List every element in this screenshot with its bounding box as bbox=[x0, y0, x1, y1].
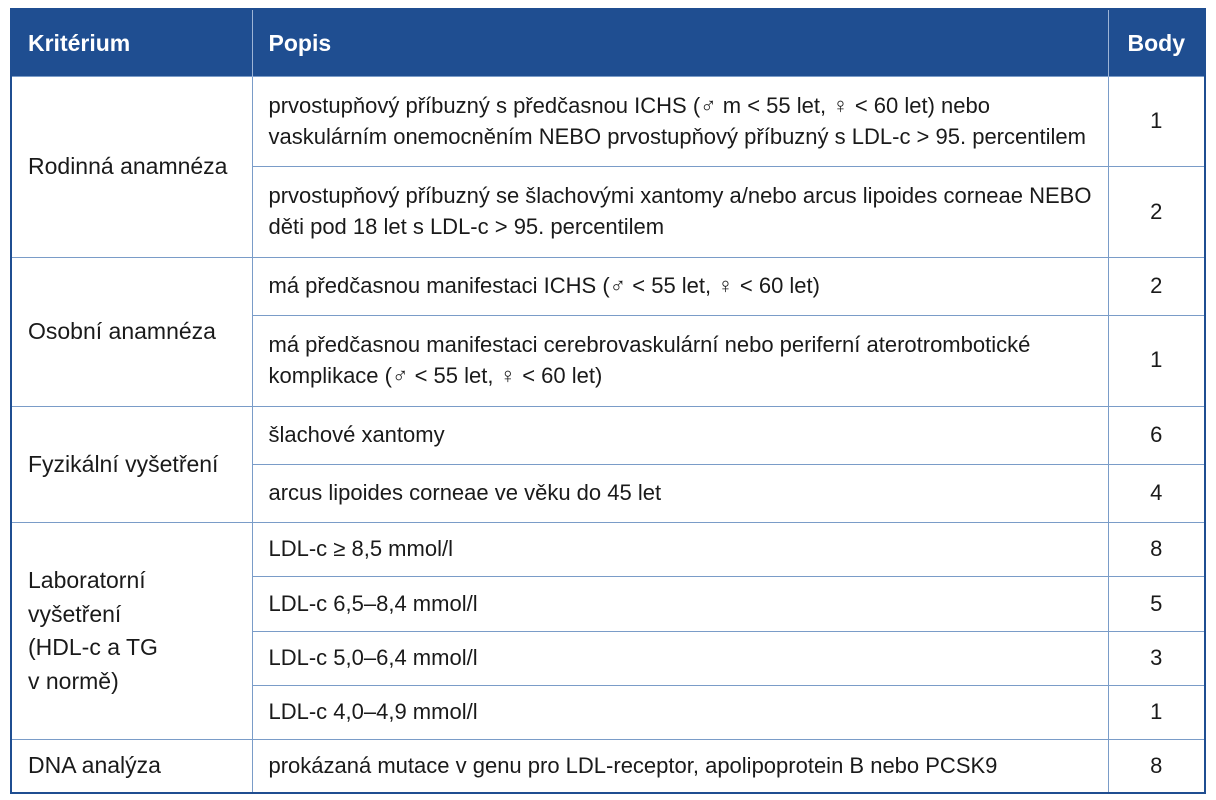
criterion-cell bbox=[12, 523, 252, 740]
table-row bbox=[12, 77, 1204, 167]
criterion-cell: Osobní anamnéza bbox=[12, 257, 252, 406]
header-row bbox=[12, 10, 1204, 77]
points-cell: 4 bbox=[1108, 464, 1204, 522]
description-cell: LDL-c 6,5–8,4 mmol/l bbox=[252, 577, 1108, 631]
table-row bbox=[12, 523, 1204, 577]
criterion-line: v normě) bbox=[28, 667, 119, 694]
description-cell: prvostupňový příbuzný se šlachovými xantomy a/nebo arcus lipoides corneae NEBO děti pod 18 let s LDL-c > 95. percentilem bbox=[252, 167, 1108, 257]
points-cell: 2 bbox=[1108, 167, 1204, 257]
criteria-table-container bbox=[10, 8, 1206, 794]
table-row bbox=[12, 740, 1204, 792]
points-cell: 8 bbox=[1108, 740, 1204, 792]
description-cell: arcus lipoides corneae ve věku do 45 let bbox=[252, 464, 1108, 522]
points-cell: 1 bbox=[1108, 685, 1204, 739]
criterion-cell: Rodinná anamnéza bbox=[12, 77, 252, 258]
points-cell: 6 bbox=[1108, 406, 1204, 464]
points-cell: 8 bbox=[1108, 523, 1204, 577]
points-cell: 1 bbox=[1108, 316, 1204, 406]
header-criterion: Kritérium bbox=[12, 10, 252, 77]
description-cell: má předčasnou manifestaci ICHS (♂ < 55 let, ♀ < 60 let) bbox=[252, 257, 1108, 315]
description-cell: LDL-c 5,0–6,4 mmol/l bbox=[252, 631, 1108, 685]
description-cell: má předčasnou manifestaci cerebrovaskulární nebo periferní aterotrombotické komplikace (♂ < 55 let, ♀ < 60 let) bbox=[252, 316, 1108, 406]
description-cell: šlachové xantomy bbox=[252, 406, 1108, 464]
description-cell: prvostupňový příbuzný s předčasnou ICHS (♂ m < 55 let, ♀ < 60 let) nebo vaskulárním onemocněním NEBO prvostupňový příbuzný s LDL-c > 95. percentilem bbox=[252, 77, 1108, 167]
points-cell: 5 bbox=[1108, 577, 1204, 631]
points-cell: 2 bbox=[1108, 257, 1204, 315]
points-cell: 1 bbox=[1108, 77, 1204, 167]
header-description: Popis bbox=[252, 10, 1108, 77]
table-row bbox=[12, 257, 1204, 315]
points-cell: 3 bbox=[1108, 631, 1204, 685]
criterion-cell: Fyzikální vyšetření bbox=[12, 406, 252, 523]
header-points: Body bbox=[1108, 10, 1204, 77]
criterion-line: vyšetření bbox=[28, 600, 122, 627]
table-row bbox=[12, 406, 1204, 464]
criterion-cell: DNA analýza bbox=[12, 740, 252, 792]
criterion-line: Laboratorní bbox=[28, 567, 146, 594]
criteria-table bbox=[12, 10, 1204, 792]
criterion-line: (HDL-c a TG bbox=[28, 634, 158, 661]
description-cell: LDL-c ≥ 8,5 mmol/l bbox=[252, 523, 1108, 577]
description-cell: LDL-c 4,0–4,9 mmol/l bbox=[252, 685, 1108, 739]
description-cell: prokázaná mutace v genu pro LDL-receptor, apolipoprotein B nebo PCSK9 bbox=[252, 740, 1108, 792]
